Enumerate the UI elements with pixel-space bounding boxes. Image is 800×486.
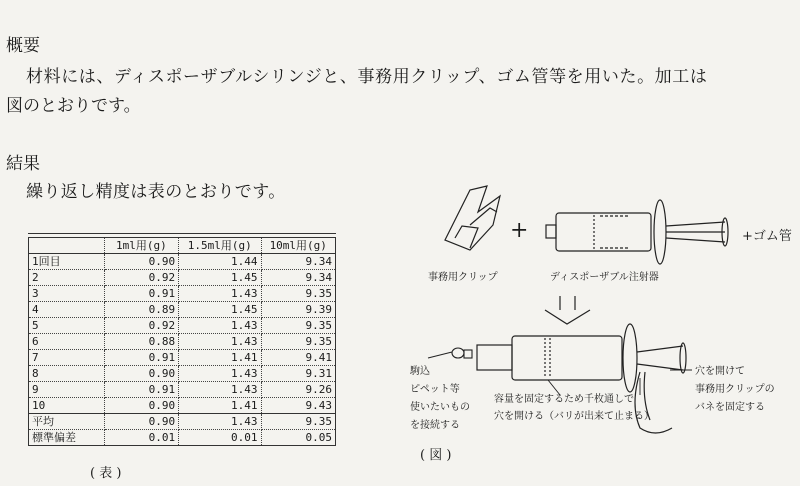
- value-cell: 9.41: [261, 350, 336, 366]
- value-cell: 9.35: [261, 286, 336, 302]
- clip-label: 事務用クリップ: [428, 272, 498, 283]
- value-cell: 1.45: [179, 270, 261, 286]
- value-cell: 1.43: [179, 318, 261, 334]
- value-cell: 0.92: [104, 318, 178, 334]
- value-cell: 1.43: [179, 366, 261, 382]
- value-cell: 0.01: [179, 430, 261, 446]
- value-cell: 1.43: [179, 414, 261, 430]
- row-label-cell: 9: [29, 382, 105, 398]
- value-cell: 9.35: [261, 334, 336, 350]
- overview-text-line2: 図のとおりです。: [6, 96, 141, 116]
- plus-rubber-tube-label: +ゴム管: [742, 229, 792, 244]
- row-label-cell: 標準偏差: [29, 430, 105, 446]
- plus-sign-1: +: [510, 218, 529, 243]
- value-cell: 0.90: [104, 398, 178, 414]
- row-label-cell: 1回目: [29, 254, 105, 270]
- figure-caption: ( 図 ): [420, 448, 452, 463]
- clip-note-3: バネを固定する: [695, 402, 765, 413]
- value-cell: 0.90: [104, 366, 178, 382]
- pipette-label-1: 駒込: [410, 366, 430, 377]
- value-cell: 1.41: [179, 350, 261, 366]
- overview-text-line1: 材料には、ディスポーザブルシリンジと、事務用クリップ、ゴム管等を用いた。加工は: [26, 67, 708, 87]
- value-cell: 0.88: [104, 334, 178, 350]
- value-cell: 1.45: [179, 302, 261, 318]
- results-text: 繰り返し精度は表のとおりです。: [26, 182, 286, 202]
- syringe-top-drawing: [546, 200, 728, 264]
- value-cell: 9.35: [261, 414, 336, 430]
- value-cell: 0.90: [104, 414, 178, 430]
- value-cell: 9.34: [261, 270, 336, 286]
- row-label-cell: 5: [29, 318, 105, 334]
- value-cell: 0.89: [104, 302, 178, 318]
- table-header-10ml: 10ml用(g): [261, 238, 336, 254]
- hole-label-2: 穴を開ける（バリが出来て止まる）: [494, 411, 654, 422]
- table-caption: ( 表 ): [90, 466, 122, 481]
- value-cell: 9.26: [261, 382, 336, 398]
- row-label-cell: 平均: [29, 414, 105, 430]
- hole-label-1: 容量を固定するため千枚通しで: [494, 394, 634, 405]
- row-label-cell: 10: [29, 398, 105, 414]
- value-cell: 1.44: [179, 254, 261, 270]
- value-cell: 9.39: [261, 302, 336, 318]
- paper-clip-drawing: [445, 186, 500, 250]
- value-cell: 0.91: [104, 382, 178, 398]
- value-cell: 0.90: [104, 254, 178, 270]
- clip-note-1: 穴を開けて: [695, 366, 745, 377]
- pipette-drawing: [428, 348, 472, 358]
- pipette-label-3: 使いたいもの: [410, 402, 470, 413]
- pipette-label-4: を接続する: [410, 420, 460, 431]
- row-label-cell: 4: [29, 302, 105, 318]
- table-header-1ml: 1ml用(g): [104, 238, 178, 254]
- clip-note-2: 事務用クリップの: [695, 384, 775, 395]
- value-cell: 1.43: [179, 382, 261, 398]
- table-header-1-5ml: 1.5ml用(g): [179, 238, 261, 254]
- results-heading: 結果: [6, 154, 40, 174]
- value-cell: 0.01: [104, 430, 178, 446]
- value-cell: 1.43: [179, 334, 261, 350]
- row-label-cell: 8: [29, 366, 105, 382]
- row-label-cell: 2: [29, 270, 105, 286]
- value-cell: 1.41: [179, 398, 261, 414]
- value-cell: 0.92: [104, 270, 178, 286]
- row-label-cell: 3: [29, 286, 105, 302]
- value-cell: 0.05: [261, 430, 336, 446]
- value-cell: 0.91: [104, 286, 178, 302]
- row-label-cell: 7: [29, 350, 105, 366]
- pipette-label-2: ピペット等: [410, 384, 460, 395]
- value-cell: 9.34: [261, 254, 336, 270]
- value-cell: 1.43: [179, 286, 261, 302]
- syringe-label: ディスポーザブル注射器: [550, 272, 659, 283]
- value-cell: 0.91: [104, 350, 178, 366]
- value-cell: 9.43: [261, 398, 336, 414]
- overview-heading: 概要: [6, 36, 40, 56]
- arrow-down-drawing: [545, 296, 590, 324]
- value-cell: 9.35: [261, 318, 336, 334]
- row-label-cell: 6: [29, 334, 105, 350]
- value-cell: 9.31: [261, 366, 336, 382]
